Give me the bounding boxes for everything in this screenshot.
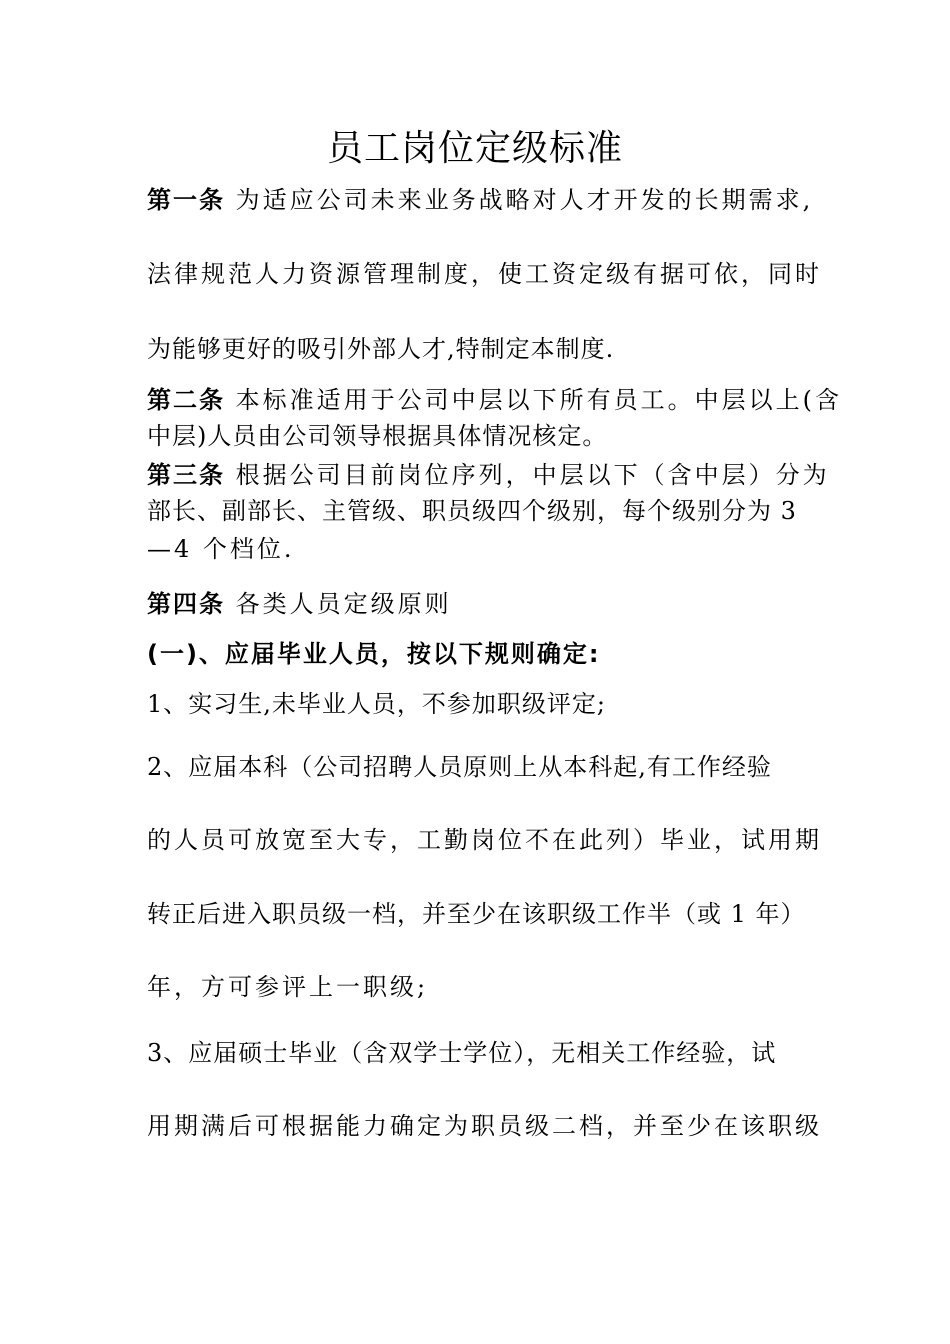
section1-item2-line4: 年，方可参评上一职级;: [147, 973, 429, 1001]
section1-item2-line1: 2、应届本科（公司招聘人员原则上从本科起,有工作经验: [147, 753, 772, 781]
article2-line2: 中层)人员由公司领导根据具体情况核定。: [147, 422, 608, 450]
document-title: 员工岗位定级标准: [326, 128, 623, 169]
article1-line3: 为能够更好的吸引外部人才,特制定本制度.: [147, 335, 615, 363]
article4-lead: 第四条: [147, 590, 225, 618]
article2-text-1: 本标准适用于公司中层以下所有员工。中层以上(含: [235, 386, 843, 414]
article4-text: 各类人员定级原则: [235, 590, 452, 618]
section1-item3-line1: 3、应届硕士毕业（含双学士学位），无相关工作经验，试: [147, 1039, 777, 1067]
article1-text-1: 为适应公司未来业务战略对人才开发的长期需求,: [235, 186, 814, 214]
section1-item3-line2: 用期满后可根据能力确定为职员级二档，并至少在该职级: [147, 1112, 822, 1140]
article3-line3: —4 个档位.: [147, 535, 295, 563]
article2-line1: [147, 383, 843, 417]
article3-text-1: 根据公司目前岗位序列，中层以下（含中层）分为: [235, 461, 830, 489]
section1-item1: 1、实习生,未毕业人员，不参加职级评定;: [147, 690, 606, 718]
article1-line1: [147, 183, 817, 217]
section1-item2-line2: 的人员可放宽至大专，工勤岗位不在此列）毕业，试用期: [147, 826, 822, 854]
article3-line1: [147, 458, 830, 492]
section1-heading: (一)、应届毕业人员，按以下规则确定:: [147, 640, 601, 668]
article1-lead: 第一条: [147, 186, 225, 214]
article4-line: [147, 587, 817, 621]
article1-line2: 法律规范人力资源管理制度，使工资定级有据可依，同时: [147, 260, 822, 288]
article3-lead: 第三条: [147, 461, 225, 489]
article3-line2: 部长、副部长、主管级、职员级四个级别，每个级别分为 3: [147, 497, 797, 525]
article2-lead: 第二条: [147, 386, 225, 414]
section1-item2-line3: 转正后进入职员级一档，并至少在该职级工作半（或 1 年）: [147, 900, 806, 928]
